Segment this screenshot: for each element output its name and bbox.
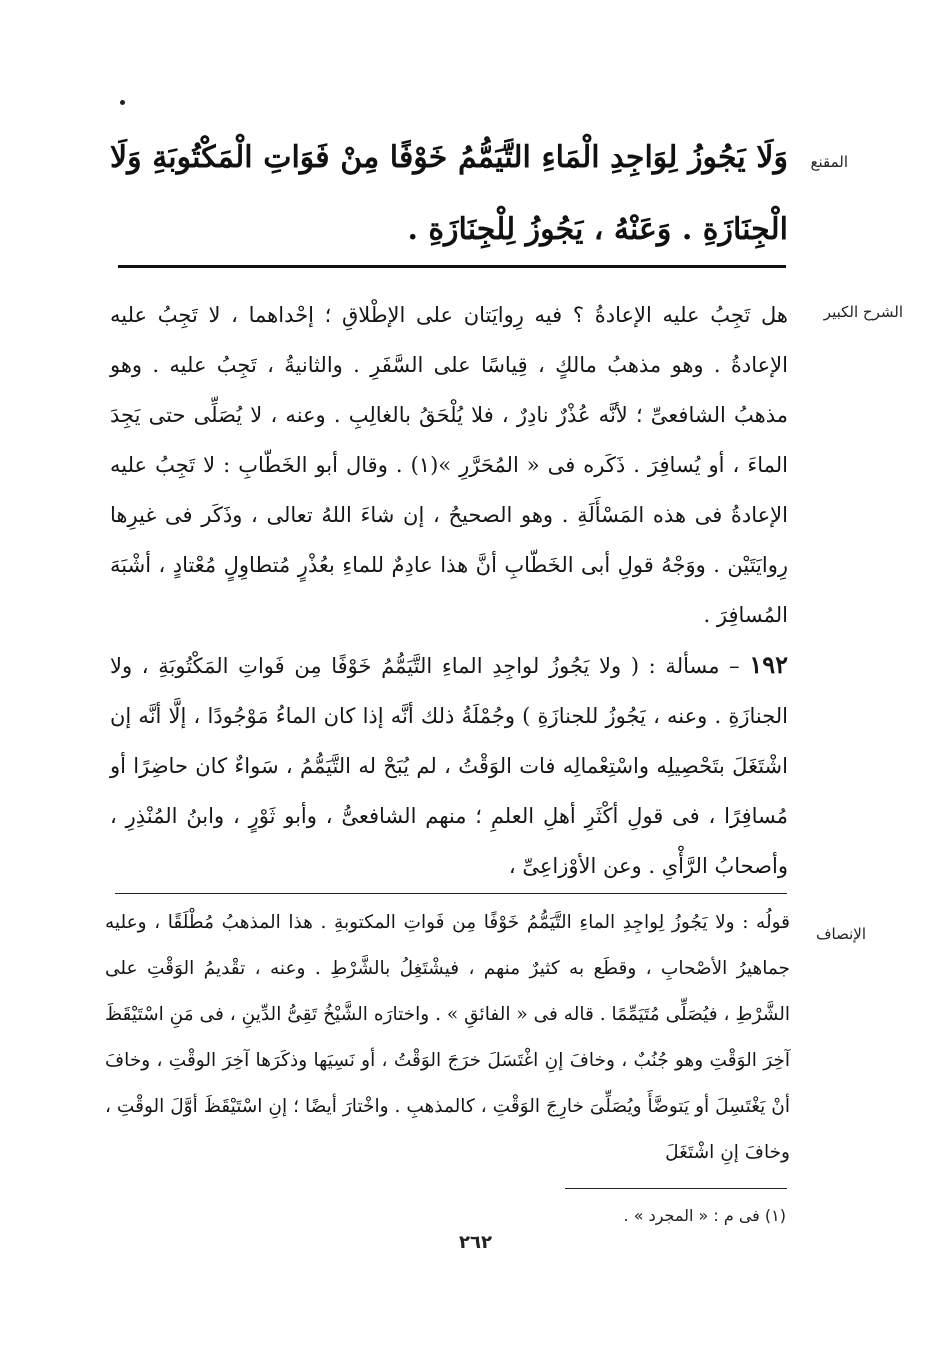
footnote: (١) فى م : « المجرد » . (623, 1206, 786, 1225)
page-number: ٢٦٢ (459, 1232, 492, 1253)
section-label-insaf: الإنصاف (815, 925, 866, 943)
masala-paragraph (110, 640, 788, 891)
masala-number: ١٩٢ (749, 650, 789, 679)
muqni-text: وَلَا يَجُوزُ لِوَاجِدِ الْمَاءِ التَّيَمُّمُ خَوْفًا مِنْ فَوَاتِ الْمَكْتُوبَةِ وَلَا الْجِنَازَةِ . وَعَنْهُ ، يَجُوزُ لِلْجِنَازَةِ . (110, 140, 788, 247)
section-divider-thick (118, 265, 786, 268)
section-divider (115, 893, 787, 894)
sharh-paragraph: هل تَجِبُ عليه الإعادةُ ؟ فيه رِوايَتان على الإطْلاقِ ؛ إحْداهما ، لا تَجِبُ عليه الإعادةُ . وهو مذهبُ مالكٍ ، قِياسًا على السَّفَرِ . والثانيةُ ، تَجِبُ عليه . وهو مذهبُ الشافعىِّ ؛ لأنَّه عُذْرٌ نادِرٌ ، فلا يُلْحَقُ بالغالِبِ . وعنه ، لا يُصَلِّى حتى يَجِدَ الماءَ ، أو يُسافِرَ . ذَكَره فى « المُحَرَّرِ »(١) . وقال أبو الخَطّابِ : لا تَجِبُ عليه الإعادةُ فى هذه المَسْأَلَةِ . وهو الصحيحُ ، إن شاءَ اللهُ تعالى ، وذَكَر فى غيرِها رِوايَتَيْن . ووَجْهُ قولِ أبى الخَطّابِ أنَّ هذا عادِمٌ للماءِ بعُذْرٍ مُتطاوِلٍ مُعْتادٍ ، أشْبَهَ المُسافِرَ . (110, 303, 788, 627)
section-label-muqni: المقنع (810, 153, 848, 171)
ink-dot (120, 100, 125, 105)
sharh-text (110, 290, 788, 891)
insaf-text: قولُه : ولا يَجُوزُ لِواجِدِ الماءِ التَّيَمُّمُ خَوْفًا مِن فَواتِ المكتوبةِ . هذا المذهبُ مُطْلَقًا ، وعليه جماهيرُ الأصْحابِ ، وقطَع به كثيرٌ منهم ، فيشْتَغِلُ بالشَّرْطِ . وعنه ، تقْديمُ الوَقْتِ على الشَّرْطِ ، فيُصَلِّى مُتَيَمِّمًا . قاله فى « الفائقِ » . واختارَه الشَّيْخُ تَقِىُّ الدِّينِ ، فى مَنِ اسْتَيْقَظَ آخِرَ الوَقْتِ وهو جُنُبٌ ، وخافَ إنِ اغْتَسَلَ خرَجَ الوَقْتُ ، أو نَسِيَها وذكَرَها آخِرَ الوقْتِ ، وخافَ أنْ يَغْتَسِلَ أو يَتوضَّأَ ويُصَلِّىَ خارِجَ الوَقْتِ ، كالمذهبِ . واخْتارَ أيضًا ؛ إنِ اسْتَيْقَظَ أوَّلَ الوقْتِ ، وخافَ إنِ اشْتَغَلَ (105, 912, 790, 1163)
section-label-sharh: الشرح الكبير (823, 303, 903, 321)
footnote-divider (565, 1188, 787, 1189)
masala-text: – مسألة : ( ولا يَجُوزُ لواجِدِ الماءِ التَّيَمُّمُ خَوْفًا مِن فَواتِ المَكْتُوبَةِ ، ولا الجنازَةِ . وعنه ، يَجُوزُ للجنازَةِ ) وجُمْلَةُ ذلك أنَّه إذا كان الماءُ مَوْجُودًا ، إلَّا أنَّه إن اشْتَغَلَ بتَحْصِيلِه واسْتِعْمالِه فات الوَقْتُ ، لم يُبَحْ له التَّيَمُّمُ ، سَواءٌ كان حاضِرًا أو مُسافِرًا ، فى قولِ أكْثَرِ أهلِ العلمِ ؛ منهم الشافعىُّ ، وأبو ثَوْرٍ ، وابنُ المُنْذِرِ ، وأصحابُ الرَّأْىِ . وعن الأوْزاعِىِّ ، (110, 654, 788, 878)
